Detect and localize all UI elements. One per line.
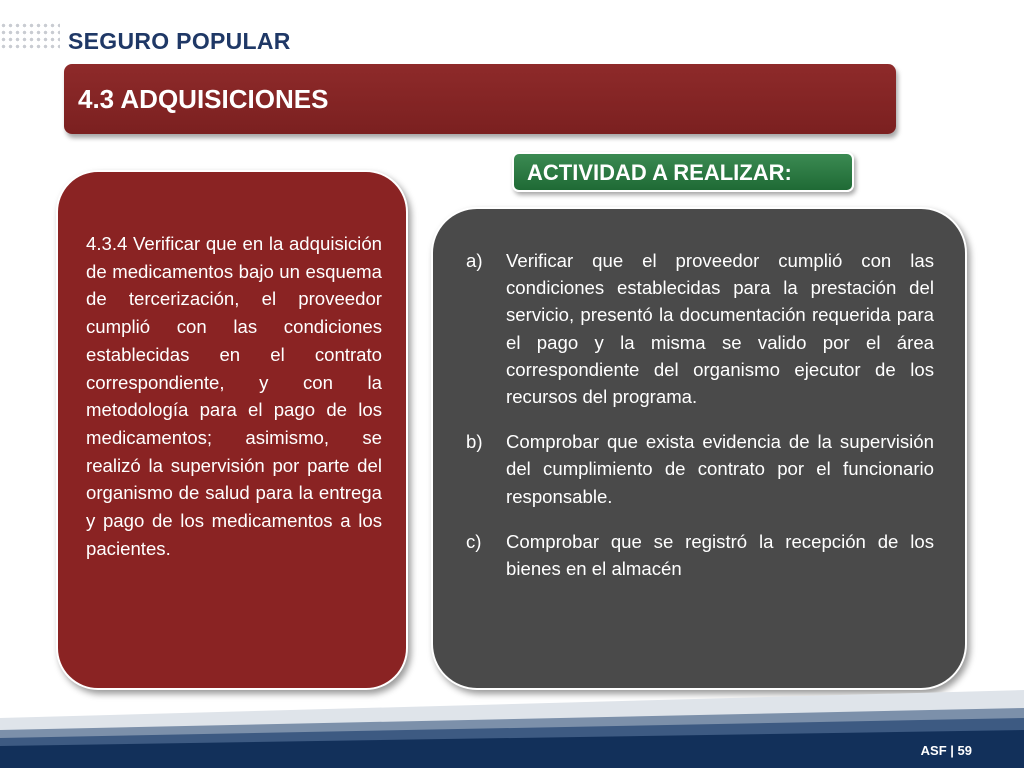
footer-page-number: 59 <box>957 743 972 758</box>
activity-item-a <box>466 247 934 410</box>
list-marker: b) <box>466 431 483 453</box>
footer-band <box>0 690 1024 768</box>
procedure-text: 4.3.4 Verificar que en la adquisición de medicamentos bajo un esquema de tercerización, el proveedor cumplió con las condiciones establecidas en el contrato correspondiente, y con la metodología para el pago de los medicamentos; asimismo, se realizó la supervisión por parte del organismo de salud para la entrega y pago de los medicamentos a los pacientes. <box>86 233 382 559</box>
activity-badge <box>512 152 854 192</box>
procedure-panel <box>56 170 408 690</box>
activity-badge-label: ACTIVIDAD A REALIZAR: <box>527 160 792 185</box>
section-label: SEGURO POPULAR <box>68 28 291 54</box>
activity-text: Verificar que el proveedor cumplió con las condiciones establecidas para la prestación del servicio, presentó la documentación requerida para el pago y la misma se valido por el área correspondiente del organismo ejecutor de los recursos del programa. <box>506 250 934 408</box>
activity-item-c <box>466 528 934 582</box>
footer-page-label <box>921 743 972 758</box>
footer-org: ASF <box>920 743 947 758</box>
activity-list <box>466 247 934 600</box>
page-title: 4.3 ADQUISICIONES <box>78 84 329 114</box>
title-banner <box>64 64 896 134</box>
activity-text: Comprobar que se registró la recepción de los bienes en el almacén <box>506 530 934 580</box>
list-marker: c) <box>466 530 482 552</box>
activities-panel <box>431 207 967 690</box>
activity-item-b <box>466 428 934 510</box>
list-marker: a) <box>466 250 483 271</box>
decorative-dot-grid <box>0 22 60 50</box>
footer-separator: | <box>950 743 954 758</box>
activity-text: Comprobar que exista evidencia de la supervisión del cumplimiento de contrato por el funcionario responsable. <box>506 431 934 507</box>
